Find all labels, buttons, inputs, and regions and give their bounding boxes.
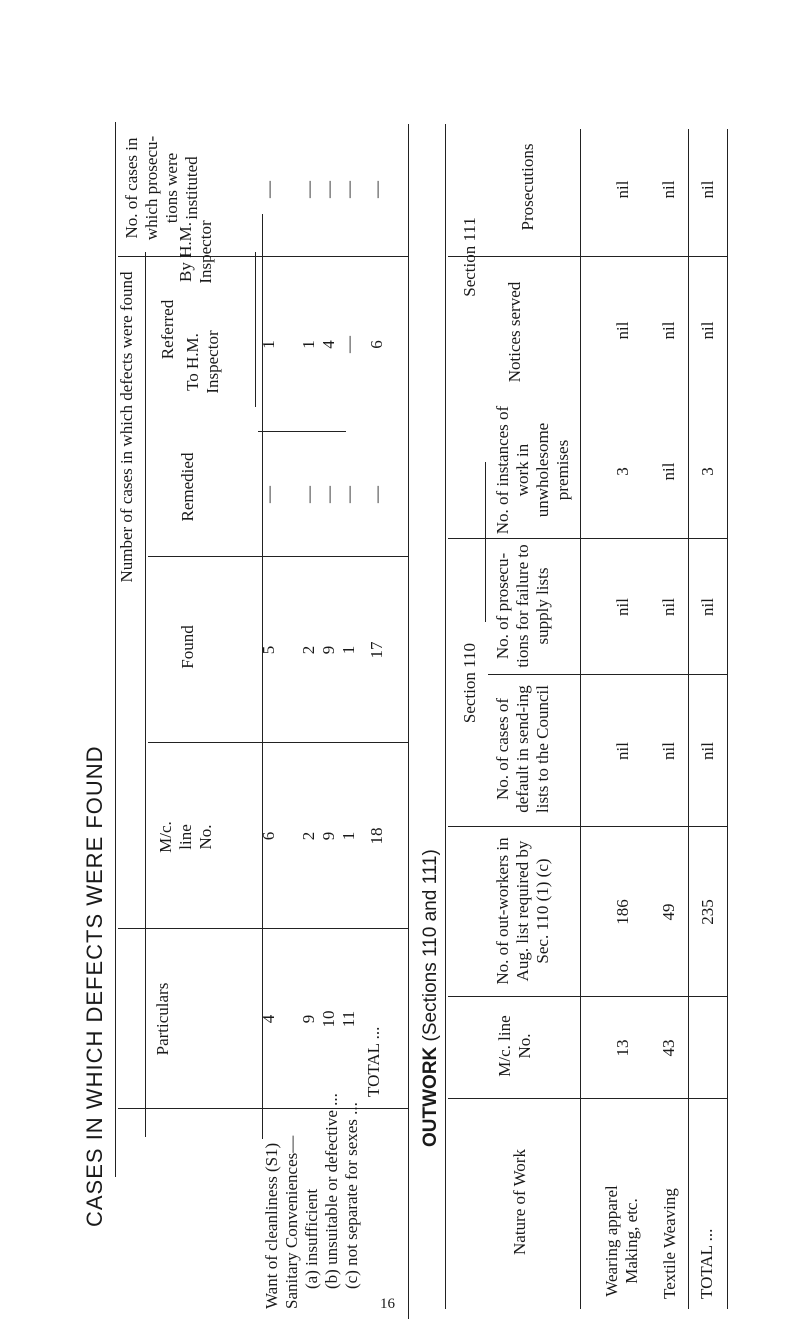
header-mc-line: M/c. line No. [156,821,215,853]
header-nature-of-work: Nature of Work [510,1149,529,1255]
defect-remedied: 9 [319,645,338,655]
defect-to-hm: — [339,486,358,503]
defect-line-no: 9 [299,1014,318,1024]
defect-found: 1 [339,831,358,841]
outwork-title [420,849,442,1147]
outwork-row-nature: Wearing apparel Making, etc. [602,1185,641,1297]
outwork-total-failure: nil [698,598,717,616]
outwork-total-default: nil [698,742,717,760]
outwork-total-notices: nil [698,321,717,340]
outwork-failure: nil [613,598,632,616]
defects-total-to-hm: — [367,486,386,503]
page-title: CASES IN WHICH DEFECTS WERE FOUND [82,745,107,1227]
outwork-rule-under-section [485,462,486,622]
header-found: Found [178,625,197,669]
header-prosecutions-outwork: Prosecutions [518,143,537,231]
defect-to-hm: — [259,486,278,503]
header-mc-line-outwork: M/c. line No. [495,1015,534,1077]
outwork-rule-top [445,124,446,1309]
outwork-notices: nil [613,321,632,340]
defect-row-label: (a) insufficient [302,1188,321,1289]
outwork-line-no: 13 [613,1039,632,1057]
header-notices: Notices served [505,281,524,383]
defect-prosecuted: — [259,181,278,198]
defect-found: 2 [299,831,318,841]
outwork-prosecutions: nil [659,180,678,199]
header-instances: No. of instances of work in unwholesome premises [493,405,572,535]
defect-found: 6 [259,831,278,841]
header-outworkers: No. of out-workers in Aug. list required by Sec. 110 (1) (c) [493,837,552,985]
defects-rule-bottom [408,124,409,1319]
defect-prosecuted: — [299,181,318,198]
outwork-total-instances: 3 [698,467,717,476]
header-by-hm: By H.M. Inspector [176,220,215,284]
defect-line-no: 11 [339,1010,358,1028]
defect-remedied: 5 [259,645,278,655]
outwork-default: nil [659,742,678,760]
outwork-total-label: TOTAL ... [697,1228,716,1299]
outwork-divider-section [448,538,727,539]
outwork-row-nature: Textile Weaving [660,1188,679,1299]
outwork-default: nil [613,742,632,760]
outwork-line-no: 43 [659,1039,678,1057]
outwork-rule-under-header [580,129,581,1309]
outwork-total-prosecutions: nil [698,180,717,199]
defect-line-no: 10 [319,1010,338,1028]
defect-by-hm: — [339,336,358,353]
defects-total-label: TOTAL ... [364,1026,383,1097]
defect-row-label: (b) unsuitable or defective ... [322,1093,341,1289]
outwork-instances: nil [659,462,678,481]
header-to-hm: To H.M. Inspector [183,330,222,394]
outwork-outworkers: 186 [613,899,632,925]
defects-total-found: 18 [367,827,386,845]
defect-remedied: 1 [339,645,358,655]
defect-to-hm: — [319,486,338,503]
outwork-divider-nature [448,1098,727,1099]
outwork-outworkers: 49 [659,903,678,921]
outwork-rule-bottom [727,129,728,1309]
defect-remedied: 2 [299,645,318,655]
header-default: No. of cases of default in send-ing lists to the Council [493,685,552,813]
outwork-title-rest: (Sections 110 and 111) [420,849,441,1042]
header-number-of-cases: Number of cases in which defects were found [117,271,136,583]
defect-by-hm: 1 [259,340,278,349]
outwork-total-outworkers: 235 [698,899,717,925]
outwork-instances: 3 [613,467,632,476]
outwork-rule-before-total [688,129,689,1309]
outwork-title-bold: OUTWORK [420,1046,441,1147]
defect-by-hm: 4 [319,340,338,349]
defects-rule-under-referred [255,252,256,407]
defect-row-label: (c) not separate for sexes ... [342,1102,361,1289]
defect-prosecuted: — [319,181,338,198]
header-referred: Referred [158,299,177,360]
defect-by-hm: 1 [299,340,318,349]
defect-row-label: Want of cleanliness (S1) [262,1142,281,1309]
header-prosecutions-failure: No. of prosecu-tions for failure to supply lists [493,544,552,668]
defect-row-label: Sanitary Conveniences— [282,1135,301,1309]
defect-to-hm: — [299,486,318,503]
header-section-111: Section 111 [460,217,479,297]
defects-total-by-hm: 6 [367,340,386,349]
defects-total-remedied: 17 [367,641,386,659]
header-particulars: Particulars [153,982,172,1056]
page-number-footer: 16 [380,1296,395,1312]
outwork-divider-outworkers [448,826,727,827]
header-section-110: Section 110 [460,642,479,724]
outwork-notices: nil [659,321,678,340]
outwork-divider-line [448,996,727,997]
header-remedied: Remedied [178,452,197,522]
defect-prosecuted: — [339,181,358,198]
defect-found: 9 [319,831,338,841]
defects-total-prosecuted: — [367,181,386,198]
outwork-prosecutions: nil [613,180,632,199]
outwork-divider-default [488,674,727,675]
outwork-divider-prosecutions [448,256,727,257]
outwork-failure: nil [659,598,678,616]
defect-line-no: 4 [259,1014,278,1024]
header-prosecutions: No. of cases in which prosecu-tions were instituted [122,135,201,241]
